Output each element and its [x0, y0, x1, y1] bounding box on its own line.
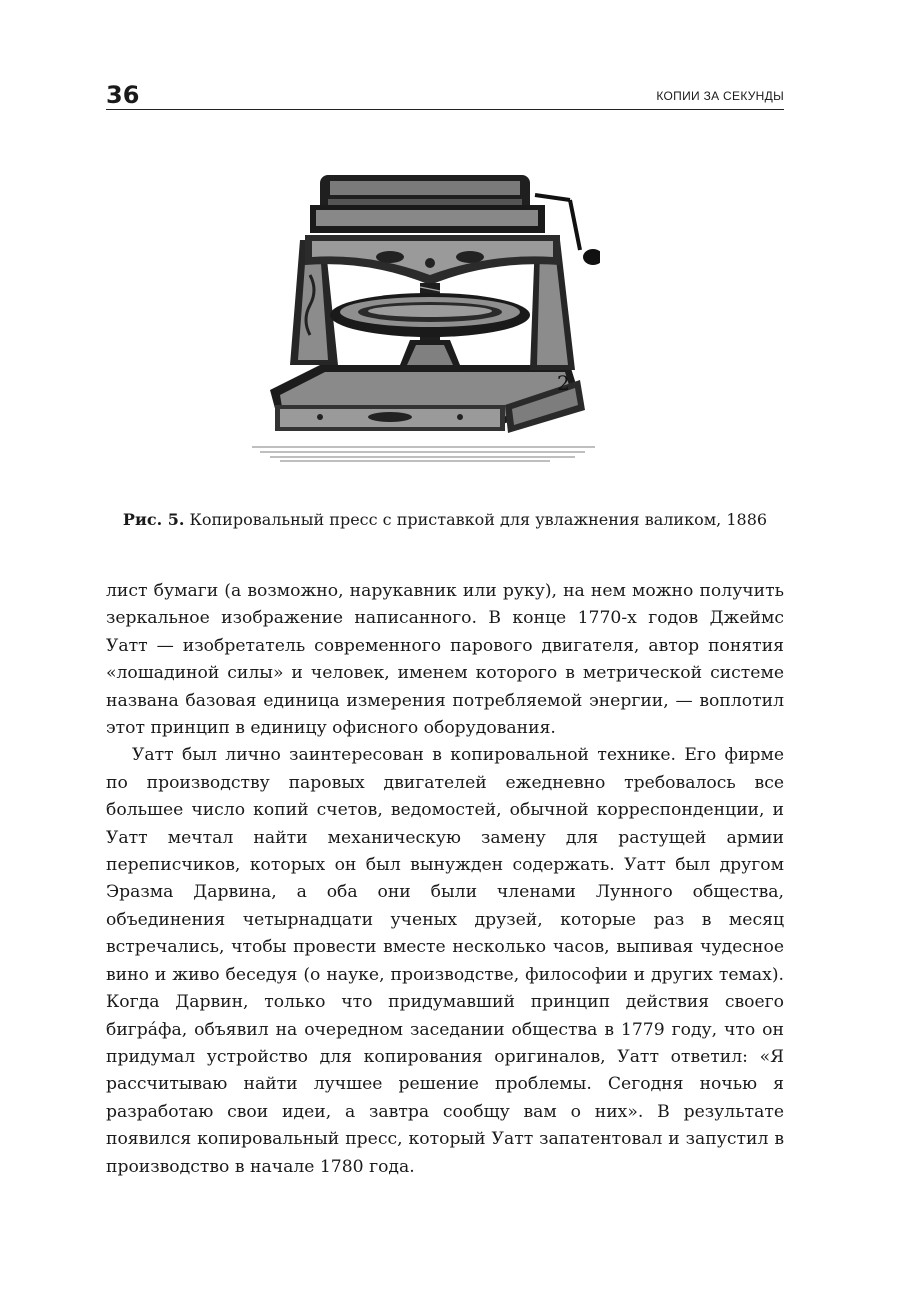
page-number: 36 — [106, 81, 140, 109]
copying-press-engraving — [250, 165, 600, 465]
header-rule — [106, 109, 784, 110]
running-title: КОПИИ ЗА СЕКУНДЫ — [656, 89, 784, 103]
figure-caption-text: Копировальный пресс с приставкой для увлажнения валиком, 1886 — [189, 510, 768, 529]
paragraph-2: Уатт был лично заинтересован в копировальной технике. Его фирме по производству паровых двигателей ежедневно требовалось все большее число копий счетов, ведомостей, обычной корреспонденции, и Уатт мечтал найти механическую замену для растущей армии переписчиков, которых он был вынужден содержать. Уатт был другом Эразма Дарвина, а оба они были членами Лунного общества, объединения четырнадцати ученых друзей, которые раз в месяц встречались, чтобы провести вместе несколько часов, выпивая чудесное вино и живо беседуя (о науке, производстве, философии и других темах). Когда Дарвин, только что придумавший принцип действия своего бигрáфа, объявил на очередном заседании общества в 1779 году, что он придумал устройство для копирования оригиналов, Уатт ответил: «Я рассчитываю найти лучшее решение проблемы. Сегодня ночью я разработаю свои идеи, а завтра сообщу вам о них». В результате появился копировальный пресс, который Уатт запатентовал и запустил в производство в начале 1780 года. — [106, 745, 784, 1177]
figure-illustration — [250, 165, 600, 465]
figure-caption — [106, 508, 784, 532]
illustration-number: 2 — [557, 371, 570, 395]
body-text — [106, 578, 784, 1181]
paragraph-1: лист бумаги (а возможно, нарукавник или руку), на нем можно получить зеркальное изображение написанного. В конце 1770-х годов Джеймс Уатт — изобретатель современного парового двигателя, автор понятия «лошадиной силы» и человек, именем которого в метрической системе названа базовая единица измерения потребляемой энергии, — воплотил этот принцип в единицу офисного оборудования. — [106, 581, 784, 739]
figure-caption-label: Рис. 5. — [122, 510, 185, 529]
